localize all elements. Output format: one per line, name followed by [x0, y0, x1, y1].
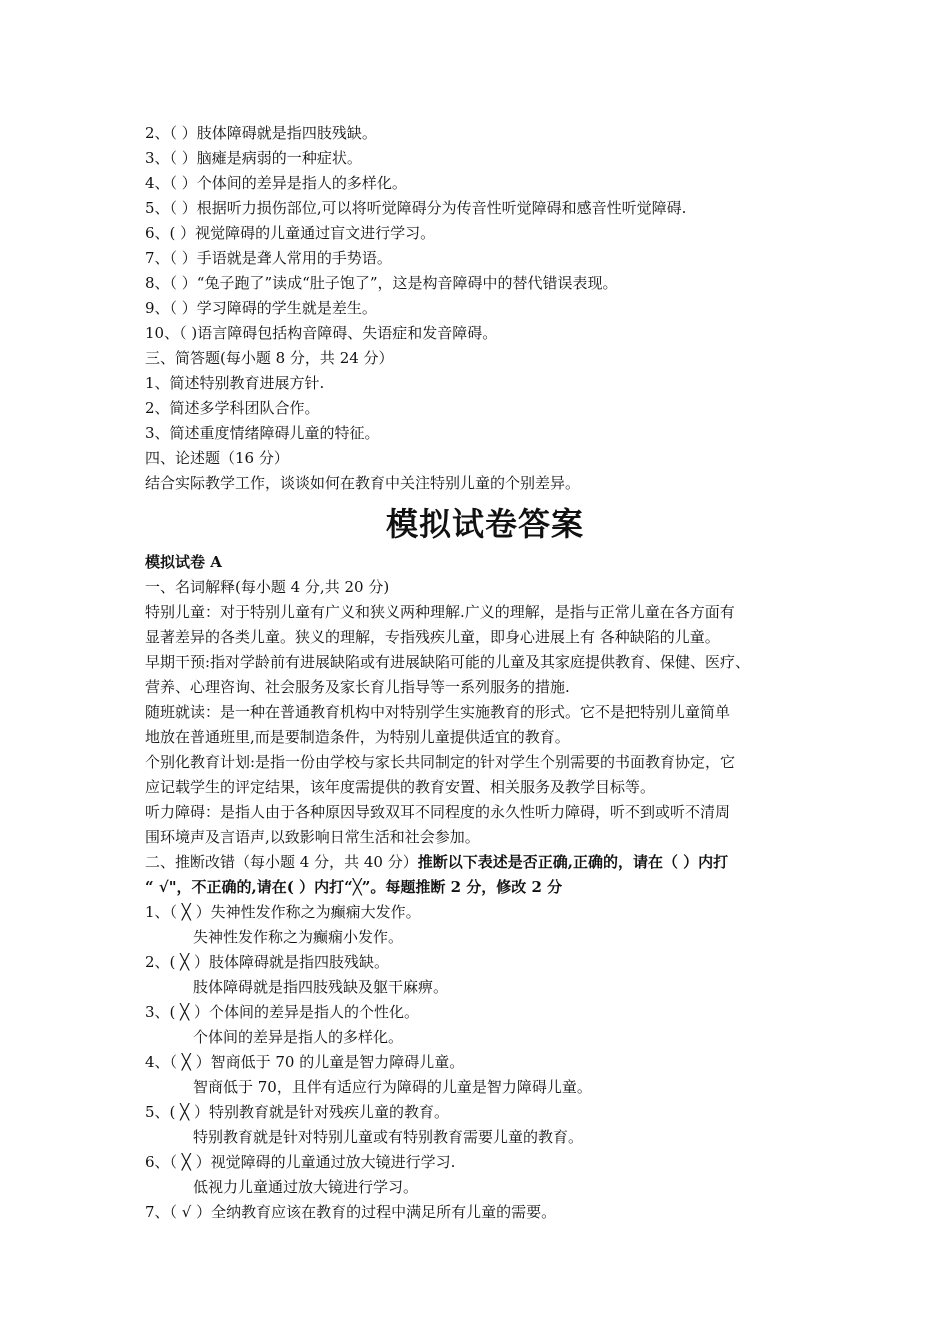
definition-line: 随班就读：是一种在普通教育机构中对特别学生实施教育的形式。它不是把特别儿童简单 [145, 703, 731, 721]
judgement-question: 7、（ √ ）全纳教育应该在教育的过程中满足所有儿童的需要。 [145, 1203, 557, 1221]
judgement-correction: 特别教育就是针对特别儿童或有特别教育需要儿童的教育。 [193, 1128, 584, 1146]
tf-question-8: 8、（ ）“兔子跑了”读成“肚子饱了”，这是构音障碍中的替代错误表现。 [145, 274, 618, 292]
judgement-heading [145, 850, 825, 875]
short-answer-item-1: 1、简述特别教育进展方针. [145, 374, 325, 392]
definition-line: 早期干预:指对学龄前有进展缺陷或有进展缺陷可能的儿童及其家庭提供教育、保健、医疗、 [145, 653, 751, 671]
tf-question-2: 2、（ ）肢体障碍就是指四肢残缺。 [145, 124, 377, 142]
definition-line: 显著差异的各类儿童。狭义的理解，专指残疾儿童，即身心进展上有 各种缺陷的儿童。 [145, 628, 720, 646]
tf-question-9: 9、（ ）学习障碍的学生就是差生。 [145, 299, 377, 317]
short-answer-item-3: 3、简述重度情绪障碍儿童的特征。 [145, 424, 380, 442]
definition-line: 围环境声及言语声,以致影响日常生活和社会参加。 [145, 828, 480, 846]
essay-question: 结合实际教学工作，谈谈如何在教育中关注特别儿童的个别差异。 [145, 474, 581, 492]
short-answer-item-2: 2、简述多学科团队合作。 [145, 399, 320, 417]
tf-question-10: 10、（ )语言障碍包括构音障碍、失语症和发音障碍。 [145, 324, 498, 342]
judgement-heading-prefix: 二、推断改错（每小题 4 分，共 40 分） [145, 853, 418, 871]
judgement-correction: 低视力儿童通过放大镜进行学习。 [193, 1178, 419, 1196]
judgement-correction: 失神性发作称之为癫痫小发作。 [193, 928, 404, 946]
judgement-question: 1、（ ╳ ）失神性发作称之为癫痫大发作。 [145, 903, 421, 921]
definitions-heading: 一、名词解释(每小题 4 分,共 20 分) [145, 578, 390, 596]
answers-title: 模拟试卷答案 [385, 505, 584, 543]
judgement-question: 2、( ╳ ）肢体障碍就是指四肢残缺。 [145, 953, 389, 971]
judgement-correction: 智商低于 70，且伴有适应行为障碍的儿童是智力障碍儿童。 [193, 1078, 592, 1096]
definition-line: 应记载学生的评定结果，该年度需提供的教育安置、相关服务及教学目标等。 [145, 778, 656, 796]
definition-line: 个别化教育计划:是指一份由学校与家长共同制定的针对学生个别需要的书面教育协定，它 [145, 753, 736, 771]
definition-line: 营养、心理咨询、社会服务及家长育儿指导等一系列服务的措施. [145, 678, 570, 696]
judgement-correction: 肢体障碍就是指四肢残缺及躯干麻痹。 [193, 978, 449, 996]
essay-heading: 四、论述题（16 分） [145, 449, 289, 467]
tf-question-5: 5、（ ）根据听力损伤部位,可以将听觉障碍分为传音性听觉障碍和感音性听觉障碍. [145, 199, 687, 217]
judgement-heading-instruction-cont: “ √"，不正确的,请在( ）内打“╳”。每题推断 2 分，修改 2 分 [145, 878, 563, 896]
definition-line: 听力障碍：是指人由于各种原因导致双耳不同程度的永久性听力障碍，听不到或听不清周 [145, 803, 731, 821]
judgement-question: 5、( ╳ ）特别教育就是针对残疾儿童的教育。 [145, 1103, 449, 1121]
definition-line: 地放在普通班里,而是要制造条件，为特别儿童提供适宜的教育。 [145, 728, 570, 746]
judgement-question: 6、（ ╳ ）视觉障碍的儿童通过放大镜进行学习. [145, 1153, 456, 1171]
short-answer-heading: 三、简答题(每小题 8 分，共 24 分） [145, 349, 394, 367]
judgement-heading-instruction: 推断以下表述是否正确,正确的，请在（ ）内打 [417, 853, 729, 871]
tf-question-7: 7、（ ）手语就是聋人常用的手势语。 [145, 249, 392, 267]
tf-question-3: 3、（ ）脑瘫是病弱的一种症状。 [145, 149, 362, 167]
tf-question-6: 6、( ）视觉障碍的儿童通过盲文进行学习。 [145, 224, 436, 242]
definition-line: 特别儿童：对于特别儿童有广义和狭义两种理解.广义的理解，是指与正常儿童在各方面有 [145, 603, 735, 621]
judgement-correction: 个体间的差异是指人的多样化。 [193, 1028, 404, 1046]
paper-label: 模拟试卷 A [145, 553, 222, 571]
judgement-question: 3、( ╳ ）个体间的差异是指人的个性化。 [145, 1003, 419, 1021]
tf-question-4: 4、（ ）个体间的差异是指人的多样化。 [145, 174, 407, 192]
document-page [145, 121, 825, 1225]
judgement-question: 4、（ ╳ ）智商低于 70 的儿童是智力障碍儿童。 [145, 1053, 465, 1071]
